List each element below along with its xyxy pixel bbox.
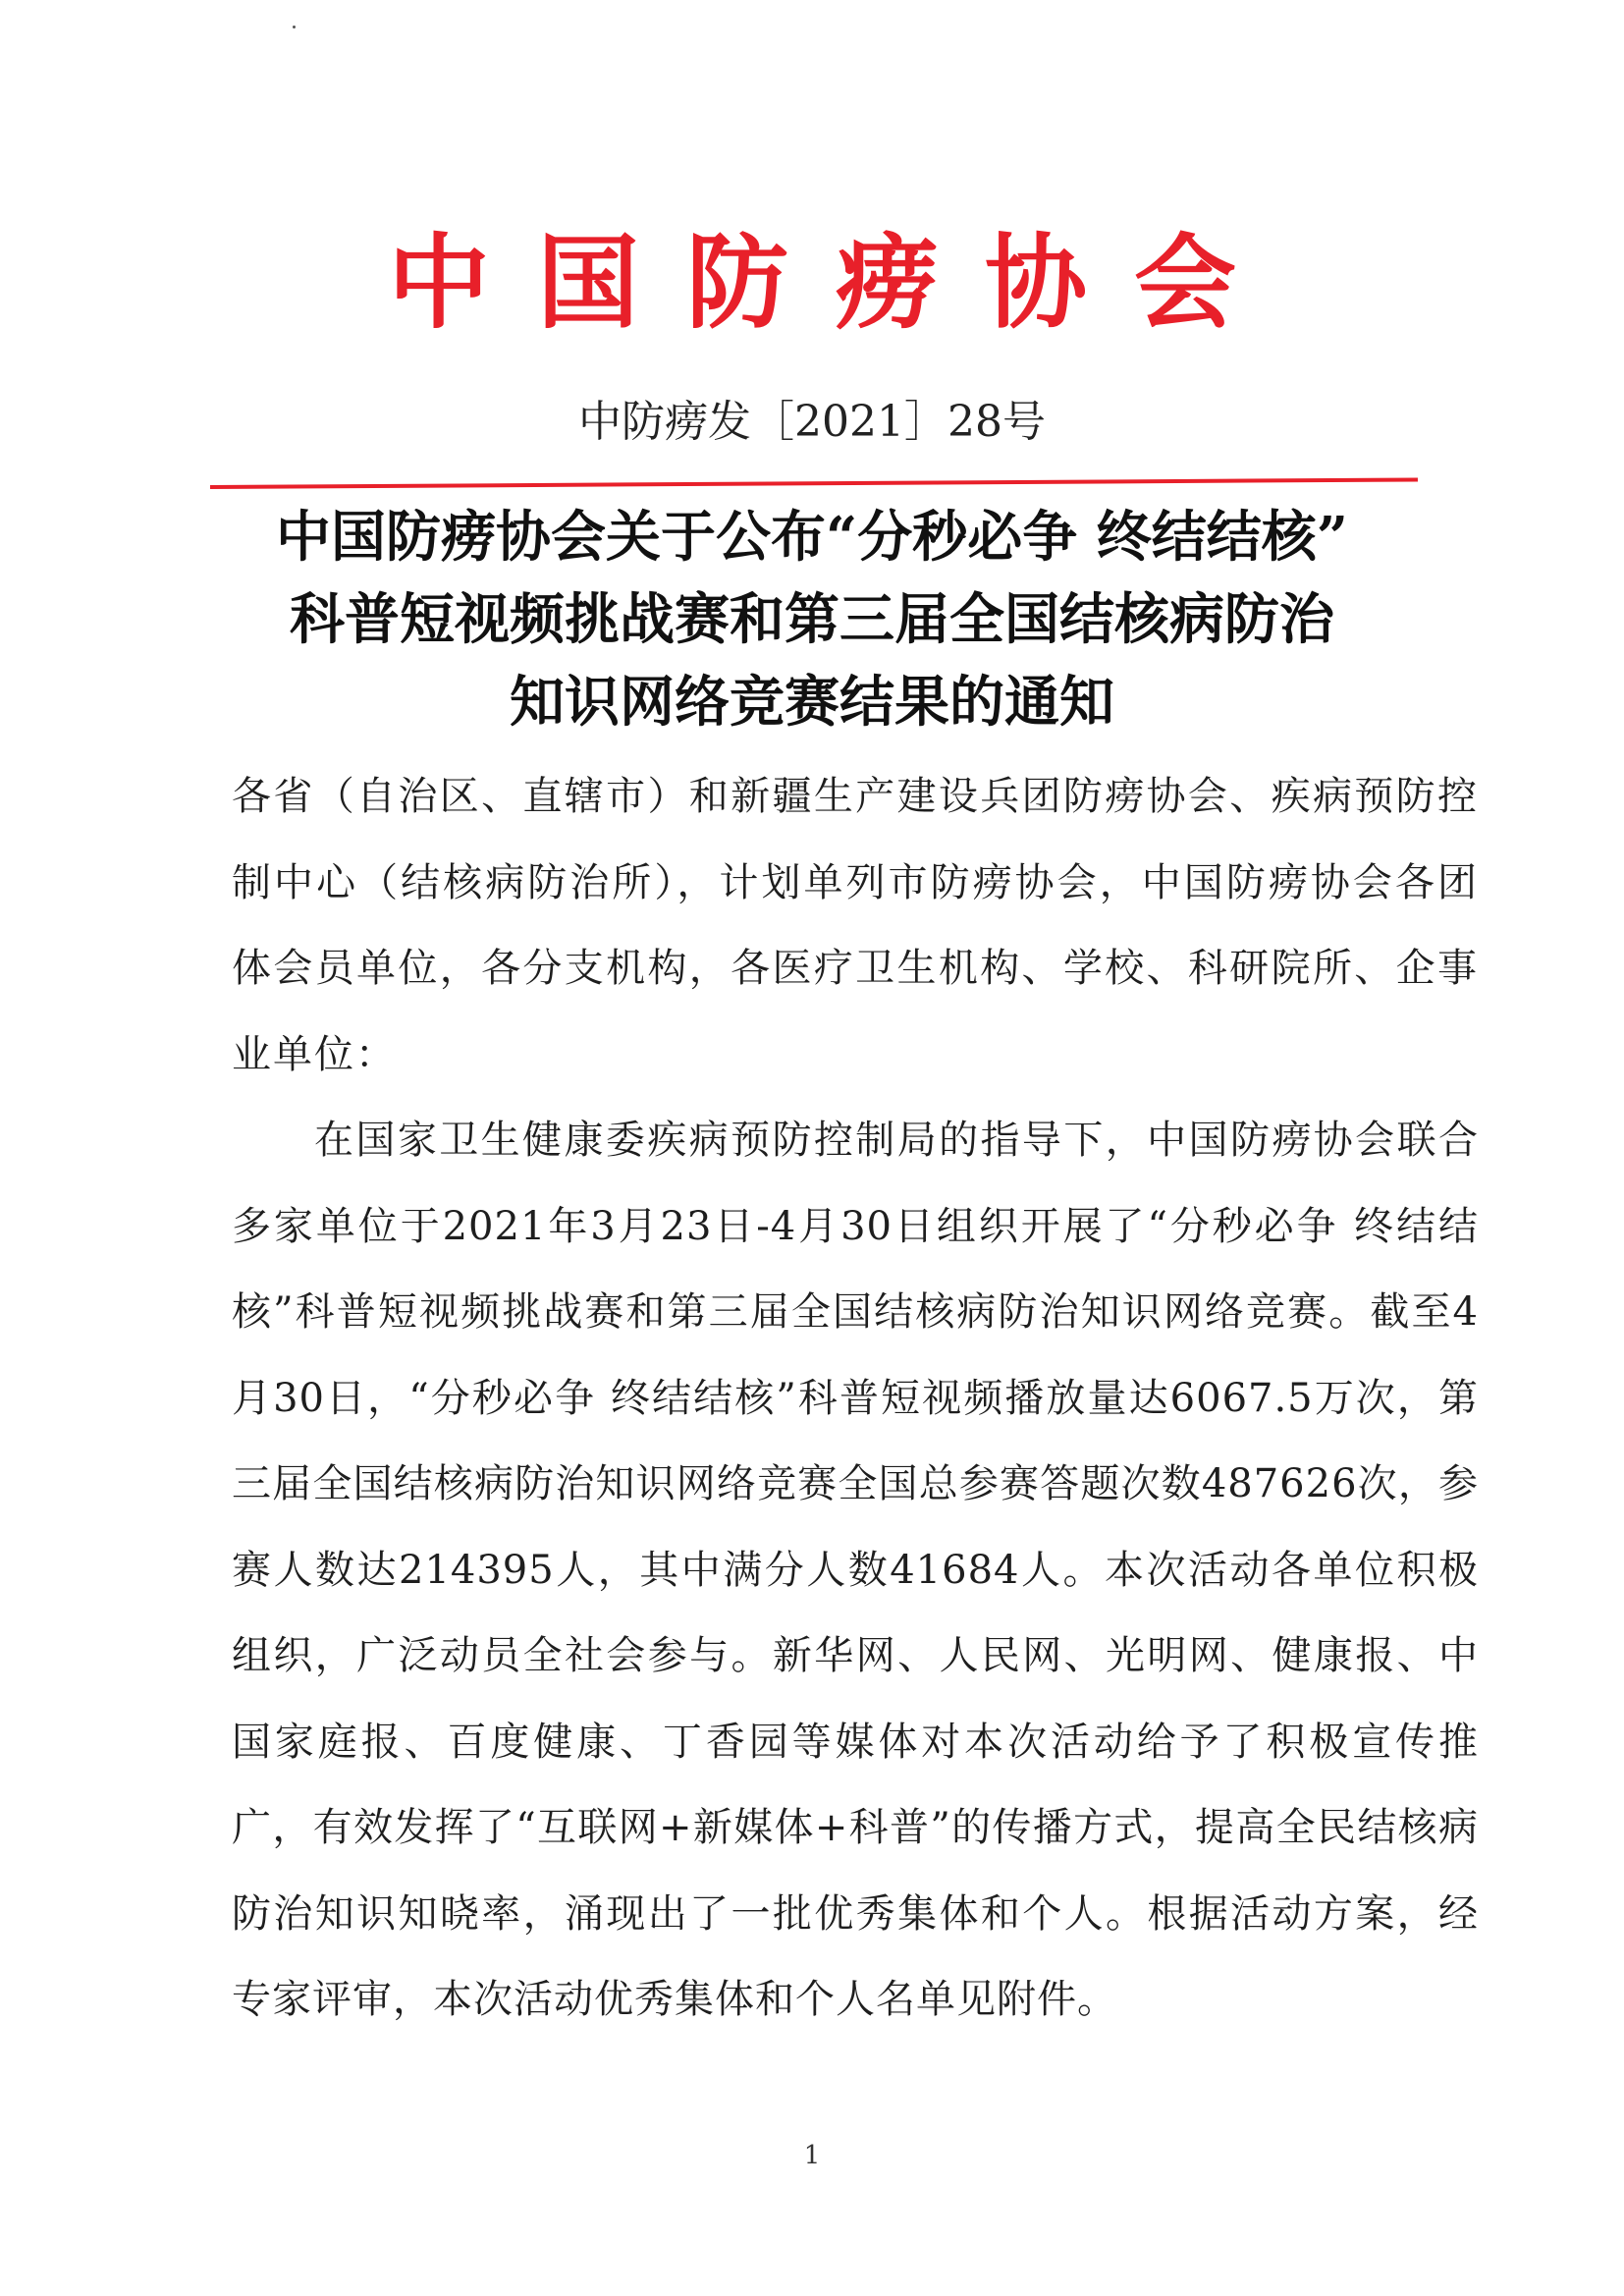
document-number: 中防痨发［2021］28号	[578, 397, 1046, 447]
title-line-2: 科普短视频挑战赛和第三届全国结核病防治	[290, 587, 1334, 652]
red-separator-line	[210, 477, 1418, 489]
notice-title	[147, 496, 1477, 743]
notice-body	[232, 754, 1479, 2044]
page-number: 1	[803, 2141, 821, 2170]
title-line-3: 知识网络竞赛结果的通知	[510, 670, 1114, 735]
title-line-1: 中国防痨协会关于公布“分秒必争 终结结核”	[276, 505, 1348, 570]
salutation-paragraph: 各省（自治区、直辖市）和新疆生产建设兵团防痨协会、疾病预防控制中心（结核病防治所），计划单列市防痨协会，中国防痨协会各团体会员单位，各分支机构，各医疗卫生机构、学校、科研院所、企事业单位：	[232, 774, 1479, 1077]
scan-speck	[293, 26, 296, 28]
organization-header: 中国防痨协会	[387, 223, 1283, 343]
body-paragraph: 在国家卫生健康委疾病预防控制局的指导下，中国防痨协会联合多家单位于2021年3月23日-4月30日组织开展了“分秒必争 终结结核”科普短视频挑战赛和第三届全国结核病防治知识网络竞赛。截至4月30日，“分秒必争 终结结核”科普短视频播放量达6067.5万次，第三届全国结核病防治知识网络竞赛全国总参赛答题次数487626次，参赛人数达214395人，其中满分人数41684人。本次活动各单位积极组织，广泛动员全社会参与。新华网、人民网、光明网、健康报、中国家庭报、百度健康、丁香园等媒体对本次活动给予了积极宣传推广，有效发挥了“互联网+新媒体+科普”的传播方式，提高全民结核病防治知识知晓率，涌现出了一批优秀集体和个人。根据活动方案，经专家评审，本次活动优秀集体和个人名单见附件。	[232, 1118, 1479, 2022]
